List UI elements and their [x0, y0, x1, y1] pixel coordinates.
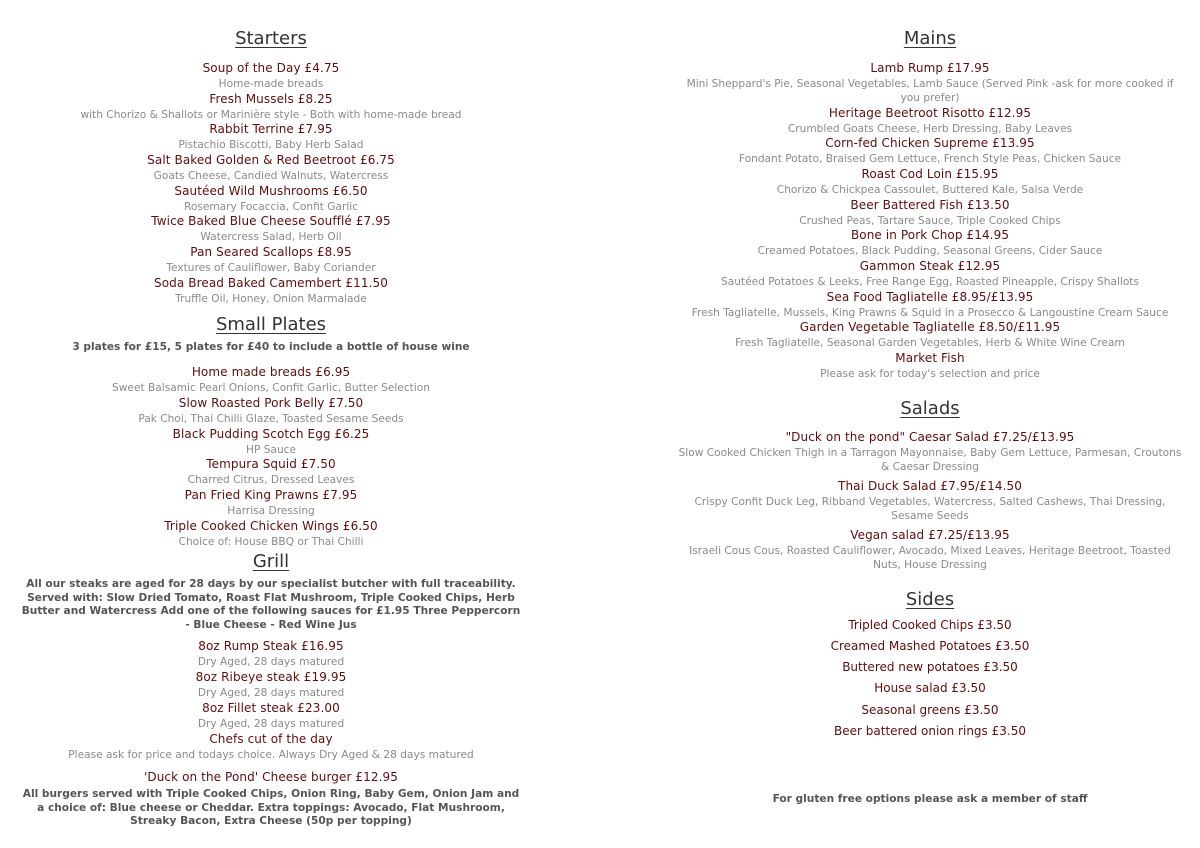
menu-item [678, 351, 1182, 381]
item-description: Dry Aged, 28 days matured [197, 656, 345, 668]
item-name: Salt Baked Golden & Red Beetroot £6.75 [147, 153, 395, 167]
item-description: Sweet Balsamic Pearl Onions, Confit Garlic, Butter Selection [112, 382, 430, 394]
item-description: HP Sauce [246, 444, 296, 456]
side-item: House salad £3.50 [874, 681, 986, 695]
item-description: Dry Aged, 28 days matured [197, 687, 345, 699]
item-name: Thai Duck Salad £7.95/£14.50 [838, 479, 1022, 493]
menu-item [20, 670, 522, 700]
item-name: Twice Baked Blue Cheese Soufflé £7.95 [151, 214, 391, 228]
item-name: Vegan salad £7.25/£13.95 [850, 528, 1010, 542]
item-name: Corn-fed Chicken Supreme £13.95 [825, 136, 1035, 150]
menu-item [20, 61, 522, 91]
item-description: Crumbled Goats Cheese, Herb Dressing, Baby Leaves [787, 123, 1073, 135]
item-description: Please ask for price and todays choice. Always Dry Aged & 28 days matured [68, 749, 474, 761]
menu-item [678, 136, 1182, 166]
small-plates-title: Small Plates [215, 314, 327, 335]
item-description: Creamed Potatoes, Black Pudding, Seasonal Greens, Cider Sauce [757, 245, 1103, 257]
item-description: Chorizo & Chickpea Cassoulet, Buttered Kale, Salsa Verde [776, 184, 1084, 196]
item-description: Choice of: House BBQ or Thai Chilli [178, 536, 364, 548]
item-description: Textures of Cauliflower, Baby Coriander [166, 262, 376, 274]
item-description: Rosemary Focaccia, Confit Garlic [183, 201, 359, 213]
small-plates-note: 3 plates for £15, 5 plates for £40 to include a bottle of house wine [72, 341, 470, 353]
menu-item [20, 92, 522, 122]
menu-item [20, 488, 522, 518]
menu-item [678, 290, 1182, 320]
menu-item [678, 106, 1182, 136]
item-description: Sautéed Potatoes & Leeks, Free Range Egg, Roasted Pineapple, Crispy Shallots [721, 276, 1139, 288]
item-name: 8oz Ribeye steak £19.95 [195, 670, 347, 684]
item-description: Pak Choi, Thai Chilli Glaze, Toasted Sesame Seeds [138, 413, 404, 425]
menu-item [20, 276, 522, 306]
item-name: Bone in Pork Chop £14.95 [850, 228, 1010, 242]
item-description: Slow Cooked Chicken Thigh in a Tarragon Mayonnaise, Baby Gem Lettuce, Parmesan, Croutons & Caesar Dressing [678, 447, 1182, 473]
item-description: Israeli Cous Cous, Roasted Cauliflower, Avocado, Mixed Leaves, Heritage Beetroot, Toasted Nuts, House Dressing [689, 545, 1171, 571]
item-description: Crushed Peas, Tartare Sauce, Triple Cooked Chips [799, 215, 1061, 227]
item-name: Soda Bread Baked Camembert £11.50 [154, 276, 388, 290]
item-name: "Duck on the pond" Caesar Salad £7.25/£13.95 [785, 430, 1075, 444]
menu-item [20, 701, 522, 731]
menu-item [20, 245, 522, 275]
side-item: Beer battered onion rings £3.50 [834, 724, 1026, 738]
item-name: 'Duck on the Pond' Cheese burger £12.95 [143, 770, 399, 784]
item-description: Fondant Potato, Braised Gem Lettuce, French Style Peas, Chicken Sauce [738, 153, 1122, 165]
menu-item [678, 167, 1182, 197]
menu-item [20, 214, 522, 244]
item-name: Home made breads £6.95 [191, 365, 351, 379]
menu-item [20, 639, 522, 669]
item-name: Gammon Steak £12.95 [859, 259, 1001, 273]
menu-item [20, 457, 522, 487]
salads-title: Salads [900, 398, 960, 419]
menu-item [678, 61, 1182, 105]
menu-item [20, 519, 522, 549]
burger-note: All burgers served with Triple Cooked Chips, Onion Ring, Baby Gem, Onion Jam and a choice of: Blue cheese or Cheddar. Extra toppings: Avocado, Flat Mushroom, Streaky Bacon, Extra Cheese (50p per topping) [22, 788, 520, 827]
item-name: Lamb Rump £17.95 [870, 61, 990, 75]
menu-item [20, 427, 522, 457]
side-item: Seasonal greens £3.50 [861, 703, 999, 717]
item-name: Roast Cod Loin £15.95 [861, 167, 999, 181]
item-description: Please ask for today's selection and price [820, 368, 1040, 380]
item-name: Slow Roasted Pork Belly £7.50 [178, 396, 364, 410]
menu-item [678, 228, 1182, 258]
item-name: Fresh Mussels £8.25 [209, 92, 333, 106]
item-description: Pistachio Biscotti, Baby Herb Salad [178, 139, 364, 151]
item-name: Soup of the Day £4.75 [202, 61, 340, 75]
item-name: 8oz Fillet steak £23.00 [202, 701, 340, 715]
item-name: Chefs cut of the day [209, 732, 333, 746]
item-description: with Chorizo & Shallots or Marinière style - Both with home-made bread [80, 109, 462, 121]
side-item: Creamed Mashed Potatoes £3.50 [830, 639, 1030, 653]
side-item: Buttered new potatoes £3.50 [842, 660, 1018, 674]
item-description: Harrisa Dressing [227, 505, 315, 517]
item-description: Home-made breads [218, 78, 324, 90]
grill-title: Grill [252, 551, 290, 572]
menu-item [20, 396, 522, 426]
menu-item [20, 122, 522, 152]
item-description: Fresh Tagliatelle, Mussels, King Prawns & Squid in a Prosecco & Langoustine Cream Sauce [691, 307, 1169, 319]
item-description: Charred Citrus, Dressed Leaves [187, 474, 355, 486]
menu-item [678, 259, 1182, 289]
starters-title: Starters [235, 28, 307, 49]
mains-title: Mains [903, 28, 957, 49]
item-description: Crispy Confit Duck Leg, Ribband Vegetables, Watercress, Salted Cashews, Thai Dressing, Sesame Seeds [694, 496, 1166, 522]
item-description: Watercress Salad, Herb Oil [200, 231, 342, 243]
menu-item [678, 528, 1182, 572]
menu-item [678, 479, 1182, 523]
side-item: Tripled Cooked Chips £3.50 [848, 618, 1012, 632]
item-description: Fresh Tagliatelle, Seasonal Garden Vegetables, Herb & White Wine Cream [735, 337, 1125, 349]
item-name: Beer Battered Fish £13.50 [850, 198, 1010, 212]
menu-item [20, 732, 522, 762]
burger-item [20, 770, 522, 785]
item-name: Sea Food Tagliatelle £8.95/£13.95 [826, 290, 1034, 304]
menu-item [678, 198, 1182, 228]
item-description: Truffle Oil, Honey, Onion Marmalade [175, 293, 367, 305]
item-description: Dry Aged, 28 days matured [197, 718, 345, 730]
sides-title: Sides [905, 589, 955, 610]
menu-item [20, 184, 522, 214]
item-name: Rabbit Terrine £7.95 [209, 122, 333, 136]
item-name: Garden Vegetable Tagliatelle £8.50/£11.95 [799, 320, 1061, 334]
item-description: Goats Cheese, Candied Walnuts, Watercress [153, 170, 389, 182]
item-name: Triple Cooked Chicken Wings £6.50 [164, 519, 378, 533]
item-name: Heritage Beetroot Risotto £12.95 [828, 106, 1032, 120]
grill-note: All our steaks are aged for 28 days by our specialist butcher with full traceability. Served with: Slow Dried Tomato, Roast Flat Mushroom, Triple Cooked Chips, Herb Butter and Watercress Add one of the following sauces for £1.95 Three Peppercorn - Blue Cheese - Red Wine Jus [21, 578, 521, 631]
item-name: Pan Seared Scallops £8.95 [190, 245, 352, 259]
item-name: Black Pudding Scotch Egg £6.25 [172, 427, 370, 441]
menu-item [20, 153, 522, 183]
menu-item [678, 430, 1182, 474]
menu-item [20, 365, 522, 395]
gluten-free-note: For gluten free options please ask a member of staff [772, 793, 1088, 805]
menu-item [678, 320, 1182, 350]
item-name: Tempura Squid £7.50 [206, 457, 336, 471]
item-name: Sautéed Wild Mushrooms £6.50 [174, 184, 368, 198]
item-name: Market Fish [895, 351, 965, 365]
item-description: Mini Sheppard's Pie, Seasonal Vegetables, Lamb Sauce (Served Pink -ask for more cooked if you prefer) [686, 78, 1174, 104]
item-name: Pan Fried King Prawns £7.95 [184, 488, 358, 502]
item-name: 8oz Rump Steak £16.95 [198, 639, 344, 653]
